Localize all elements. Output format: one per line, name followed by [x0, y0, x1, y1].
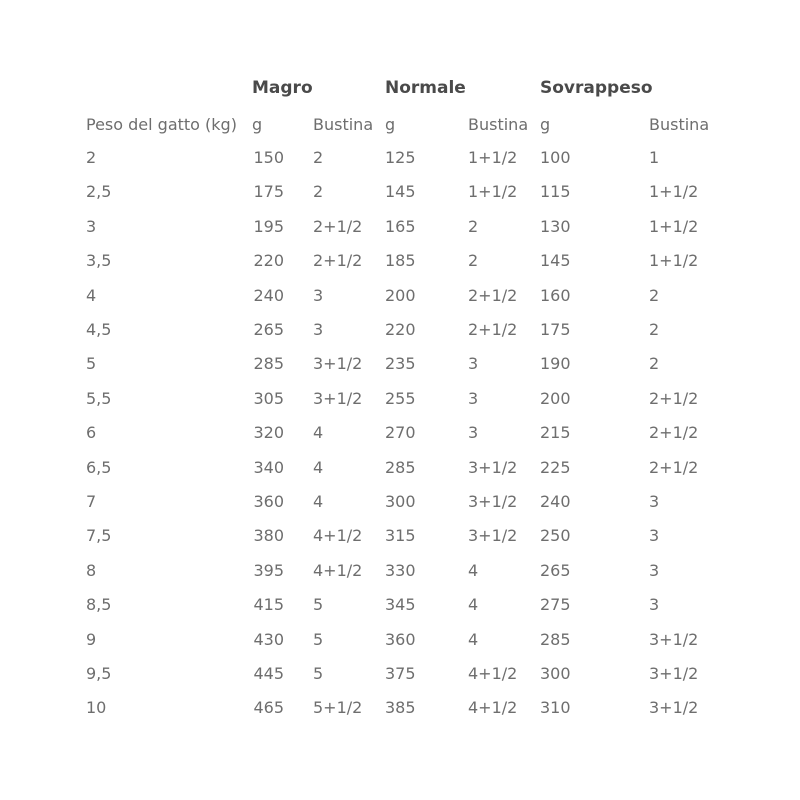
- normale-bustina-cell: 3+1/2: [468, 492, 518, 511]
- sovrappeso-bustina-cell: 2: [649, 285, 660, 305]
- normale-grams-cell: 255: [385, 388, 416, 408]
- magro-bustina-cell: 3+1/2: [313, 354, 363, 374]
- sovrappeso-bustina-cell: 3: [649, 595, 660, 615]
- weight-cell: 8: [86, 560, 97, 580]
- normale-grams-cell: 300: [385, 492, 416, 511]
- sovrappeso-grams-cell: 200: [540, 388, 571, 408]
- column-header-weight: Peso del gatto (kg): [86, 115, 237, 134]
- magro-grams-cell: 340: [253, 457, 284, 477]
- normale-bustina-cell: 2+1/2: [468, 320, 518, 339]
- sovrappeso-bustina-cell: 2+1/2: [649, 388, 699, 408]
- normale-bustina-cell: 4+1/2: [468, 698, 518, 718]
- table-row: [0, 251, 800, 285]
- magro-bustina-cell: 4+1/2: [313, 526, 363, 546]
- weight-cell: 6,5: [86, 457, 112, 477]
- magro-bustina-cell: 3: [313, 320, 324, 339]
- normale-bustina-cell: 4+1/2: [468, 664, 518, 683]
- weight-cell: 9,5: [86, 664, 112, 683]
- sovrappeso-bustina-cell: 1+1/2: [649, 251, 699, 271]
- table-row: [0, 182, 800, 216]
- column-header-normale-bustina: Bustina: [468, 115, 529, 134]
- sovrappeso-grams-cell: 145: [540, 251, 571, 271]
- normale-grams-cell: 200: [385, 285, 416, 305]
- column-header-magro-grams: g: [252, 115, 263, 134]
- table-row: [0, 664, 800, 698]
- normale-bustina-cell: 2: [468, 251, 479, 271]
- magro-grams-cell: 195: [253, 216, 284, 236]
- magro-grams-cell: 175: [253, 182, 284, 202]
- weight-cell: 8,5: [86, 595, 112, 615]
- normale-bustina-cell: 2+1/2: [468, 285, 518, 305]
- table-row: [0, 354, 800, 388]
- sovrappeso-bustina-cell: 2: [649, 320, 660, 339]
- sovrappeso-grams-cell: 285: [540, 629, 571, 649]
- sovrappeso-bustina-cell: 3+1/2: [649, 629, 699, 649]
- sovrappeso-bustina-cell: 3+1/2: [649, 664, 699, 683]
- table-row: [0, 458, 800, 492]
- magro-grams-cell: 220: [253, 251, 284, 271]
- sovrappeso-bustina-cell: 3: [649, 526, 660, 546]
- group-header-magro: Magro: [252, 78, 313, 98]
- magro-bustina-cell: 3: [313, 285, 324, 305]
- normale-bustina-cell: 3: [468, 423, 479, 443]
- normale-bustina-cell: 2: [468, 216, 479, 236]
- weight-cell: 7,5: [86, 526, 112, 546]
- table-row: [0, 492, 800, 526]
- normale-grams-cell: 330: [385, 560, 416, 580]
- magro-grams-cell: 415: [253, 595, 284, 615]
- weight-cell: 4,5: [86, 320, 112, 339]
- weight-cell: 2: [86, 148, 97, 167]
- magro-grams-cell: 465: [253, 698, 284, 718]
- normale-bustina-cell: 1+1/2: [468, 182, 518, 202]
- weight-cell: 10: [86, 698, 107, 718]
- magro-grams-cell: 395: [253, 560, 284, 580]
- table-row: [0, 148, 800, 182]
- sovrappeso-grams-cell: 115: [540, 182, 571, 202]
- normale-grams-cell: 125: [385, 148, 416, 167]
- normale-grams-cell: 385: [385, 698, 416, 718]
- sovrappeso-grams-cell: 300: [540, 664, 571, 683]
- sovrappeso-grams-cell: 240: [540, 492, 571, 511]
- magro-grams-cell: 445: [253, 664, 284, 683]
- weight-cell: 2,5: [86, 182, 112, 202]
- normale-bustina-cell: 3: [468, 388, 479, 408]
- weight-cell: 3: [86, 216, 97, 236]
- magro-bustina-cell: 2+1/2: [313, 216, 363, 236]
- table-row: [0, 561, 800, 595]
- column-header-normale-grams: g: [385, 115, 396, 134]
- normale-bustina-cell: 3: [468, 354, 479, 374]
- normale-grams-cell: 145: [385, 182, 416, 202]
- normale-bustina-cell: 4: [468, 595, 479, 615]
- magro-grams-cell: 320: [253, 423, 284, 443]
- weight-cell: 3,5: [86, 251, 112, 271]
- column-header-sovrappeso-bustina: Bustina: [649, 115, 710, 134]
- magro-bustina-cell: 3+1/2: [313, 388, 363, 408]
- magro-grams-cell: 265: [253, 320, 284, 339]
- table-row: [0, 320, 800, 354]
- weight-cell: 4: [86, 285, 97, 305]
- sovrappeso-grams-cell: 265: [540, 560, 571, 580]
- sovrappeso-bustina-cell: 2+1/2: [649, 457, 699, 477]
- table-row: [0, 217, 800, 251]
- column-header-sovrappeso-grams: g: [540, 115, 551, 134]
- column-header-magro-bustina: Bustina: [313, 115, 374, 134]
- group-header-normale: Normale: [385, 78, 466, 98]
- normale-grams-cell: 165: [385, 216, 416, 236]
- weight-cell: 9: [86, 629, 97, 649]
- magro-bustina-cell: 2: [313, 148, 324, 167]
- table-row: [0, 698, 800, 732]
- magro-bustina-cell: 5: [313, 629, 324, 649]
- weight-cell: 6: [86, 423, 97, 443]
- normale-bustina-cell: 3+1/2: [468, 526, 518, 546]
- magro-bustina-cell: 4: [313, 457, 324, 477]
- sovrappeso-bustina-cell: 2+1/2: [649, 423, 699, 443]
- normale-bustina-cell: 4: [468, 560, 479, 580]
- sovrappeso-grams-cell: 215: [540, 423, 571, 443]
- weight-cell: 7: [86, 492, 97, 511]
- sovrappeso-bustina-cell: 3: [649, 492, 660, 511]
- sovrappeso-grams-cell: 225: [540, 457, 571, 477]
- magro-grams-cell: 240: [253, 285, 284, 305]
- magro-bustina-cell: 5: [313, 595, 324, 615]
- table-row: [0, 286, 800, 320]
- normale-grams-cell: 270: [385, 423, 416, 443]
- weight-cell: 5,5: [86, 388, 112, 408]
- magro-grams-cell: 305: [253, 388, 284, 408]
- normale-grams-cell: 185: [385, 251, 416, 271]
- normale-grams-cell: 220: [385, 320, 416, 339]
- normale-bustina-cell: 1+1/2: [468, 148, 518, 167]
- normale-grams-cell: 360: [385, 629, 416, 649]
- sovrappeso-bustina-cell: 3+1/2: [649, 698, 699, 718]
- sovrappeso-bustina-cell: 2: [649, 354, 660, 374]
- sovrappeso-grams-cell: 310: [540, 698, 571, 718]
- sovrappeso-grams-cell: 250: [540, 526, 571, 546]
- magro-bustina-cell: 2: [313, 182, 324, 202]
- magro-bustina-cell: 5: [313, 664, 324, 683]
- normale-bustina-cell: 4: [468, 629, 479, 649]
- normale-grams-cell: 285: [385, 457, 416, 477]
- sovrappeso-grams-cell: 190: [540, 354, 571, 374]
- table-row: [0, 526, 800, 560]
- magro-bustina-cell: 4: [313, 492, 324, 511]
- magro-bustina-cell: 5+1/2: [313, 698, 363, 718]
- normale-grams-cell: 315: [385, 526, 416, 546]
- magro-bustina-cell: 4: [313, 423, 324, 443]
- sovrappeso-grams-cell: 130: [540, 216, 571, 236]
- magro-bustina-cell: 4+1/2: [313, 560, 363, 580]
- sovrappeso-bustina-cell: 3: [649, 560, 660, 580]
- sovrappeso-bustina-cell: 1: [649, 148, 660, 167]
- sovrappeso-grams-cell: 160: [540, 285, 571, 305]
- group-header-sovrappeso: Sovrappeso: [540, 78, 653, 98]
- sovrappeso-bustina-cell: 1+1/2: [649, 182, 699, 202]
- magro-grams-cell: 150: [253, 148, 284, 167]
- sovrappeso-bustina-cell: 1+1/2: [649, 216, 699, 236]
- table-row: [0, 630, 800, 664]
- magro-grams-cell: 380: [253, 526, 284, 546]
- normale-grams-cell: 375: [385, 664, 416, 683]
- magro-grams-cell: 285: [253, 354, 284, 374]
- sovrappeso-grams-cell: 100: [540, 148, 571, 167]
- table-row: [0, 423, 800, 457]
- sovrappeso-grams-cell: 275: [540, 595, 571, 615]
- magro-bustina-cell: 2+1/2: [313, 251, 363, 271]
- magro-grams-cell: 360: [253, 492, 284, 511]
- magro-grams-cell: 430: [253, 629, 284, 649]
- table-row: [0, 389, 800, 423]
- normale-bustina-cell: 3+1/2: [468, 457, 518, 477]
- sovrappeso-grams-cell: 175: [540, 320, 571, 339]
- normale-grams-cell: 235: [385, 354, 416, 374]
- table-row: [0, 595, 800, 629]
- weight-cell: 5: [86, 354, 97, 374]
- normale-grams-cell: 345: [385, 595, 416, 615]
